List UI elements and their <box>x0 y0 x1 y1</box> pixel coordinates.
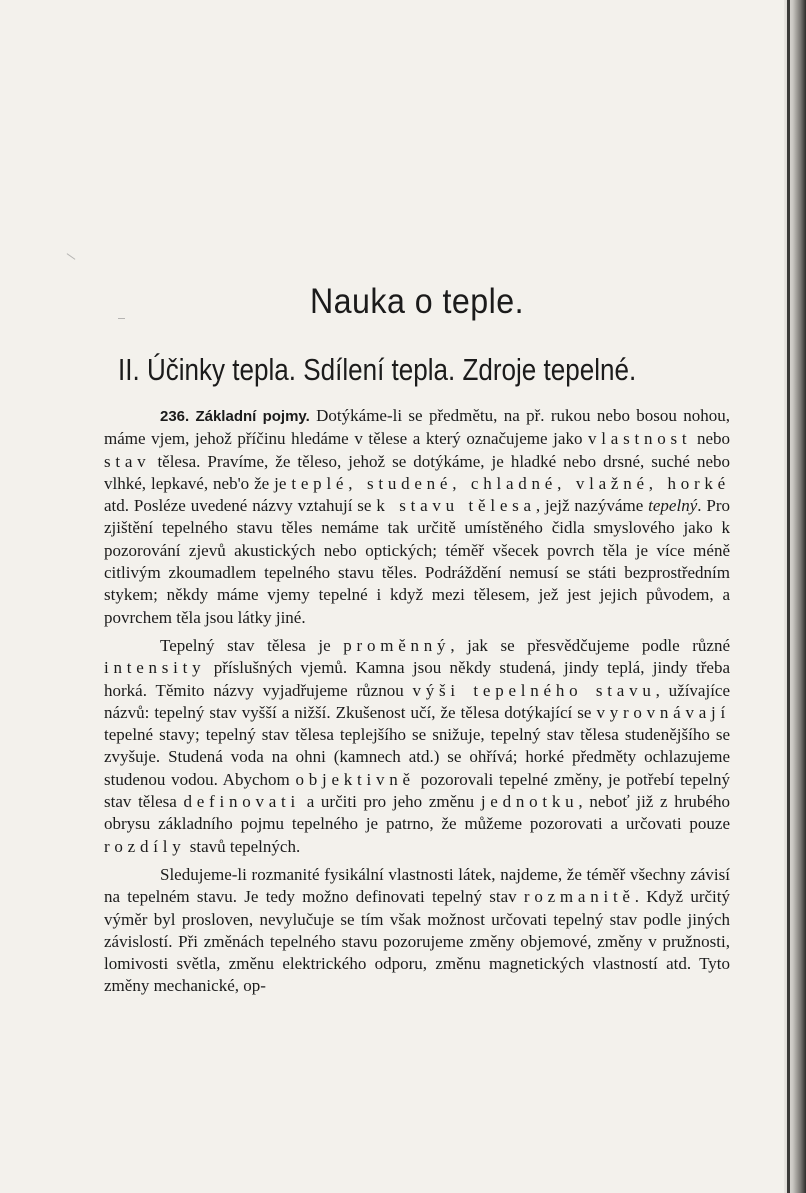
spaced-emphasis: k stavu tělesa <box>376 496 536 516</box>
spaced-emphasis: vyrovnávají <box>596 702 730 722</box>
text-run: , užívajíce názvů: tepelný stav vyšší a nižší. Zkušenost učí, že tělesa dotýkající se <box>104 680 731 722</box>
section-heading: II. Účinky tepla. Sdílení tepla. Zdroje tepelné. <box>118 352 637 387</box>
text-run: atd. Posléze uvedené názvy vztahují se <box>104 496 377 516</box>
spaced-emphasis: proměnný <box>343 635 451 655</box>
paper-speck <box>67 253 76 260</box>
text-run: tepelné stavy; tepelný stav tělesa teplejšího se snižuje, tepelný stav tělesa studenějšího se zvyšuje. Studená voda na ohni (kamnech atd.) se ohřívá; horké předměty ochlazujeme studenou vodou. Abychom <box>104 725 730 789</box>
paragraph <box>104 405 730 629</box>
spaced-emphasis: teplé, studené, chladné, vlažné, horké <box>291 473 730 493</box>
italic-term: tepelný <box>648 496 698 516</box>
text-run: , jejž nazýváme <box>535 496 649 516</box>
text-run: nebo <box>691 429 730 449</box>
text-run: Sledujeme-li rozmanité fysikální vlastnosti látek, najdeme, že téměř všechny závisí na tepelném stavu. Je tedy možno definovati tepelný stav <box>104 864 730 907</box>
spaced-emphasis: rozdíly <box>104 836 186 856</box>
spaced-emphasis: stav <box>104 451 151 471</box>
spaced-emphasis: intensity <box>104 658 206 678</box>
text-run: stavů tepelných. <box>185 836 301 856</box>
text-run: a určiti pro jeho změnu <box>300 792 481 812</box>
text-run: . Pro zjištění tepelného stavu těles nemáme tak určitě umístěného čidla smyslového jako k pozorování zjevů akustických nebo optických; téměř všecek povrch těla je více méně citlivým zkoumadlem tepelného stavu těles. Podráždění nemusí se státi bezprostředním stykem; někdy máme vjemy tepelné i když mezi tělesem, jež jest jejich původem, a povrchem těla jsou látky jiné. <box>104 496 730 627</box>
paragraph-number: 236. Základní pojmy. <box>160 408 310 425</box>
text-run: pozorovali tepelné změny, je potřebí tepelný stav tělesa <box>104 769 730 812</box>
text-run: Dotýkáme-li se předmětu, na př. rukou nebo bosou nohou, máme vjem, jehož příčinu hledáme v tělese a který označujeme jako <box>104 406 731 449</box>
text-run: , neboť již z hrubého obrysu základního pojmu tepelného je patrno, že můžeme pozorovati a určovati pouze <box>104 792 730 834</box>
page-title: Nauka o teple. <box>309 282 525 321</box>
text-run: tělesa. Pravíme, že těleso, jehož se dotýkáme, je hladké nebo drsné, suché nebo vlhké, lepkavé, neb'o že je <box>104 451 730 493</box>
text-run: Tepelný stav tělesa je <box>160 635 344 655</box>
text-run: . Když určitý výměr byl prosloven, nevylučuje se tím však možnost určovati tepelný stav podle jiných závislostí. Při změnách tepelného stavu pozorujeme změny objemové, změny v pružnosti, lomivosti světla, změnu elektrického odporu, změnu magnetických vlastností atd. Tyto změny mechanické, op- <box>104 887 730 996</box>
spaced-emphasis: objektivně <box>295 769 415 789</box>
paragraph <box>104 635 730 858</box>
spaced-emphasis: výši tepelného stavu <box>412 680 656 700</box>
text-run: příslušných vjemů. Kamna jsou někdy studená, jindy teplá, jindy třeba horká. Těmito názvy vyjadřujeme různou <box>104 658 730 700</box>
body-text <box>104 405 730 998</box>
spaced-emphasis: rozmanitě <box>523 887 635 907</box>
paragraph <box>104 864 730 998</box>
paper-speck <box>118 318 125 319</box>
spaced-emphasis: definovati <box>183 792 300 812</box>
text-run: , jak se přesvědčujeme podle různé <box>450 635 730 655</box>
spaced-emphasis: vlastnost <box>588 429 692 449</box>
spaced-emphasis: jednotku <box>480 792 579 812</box>
binding-edge-line <box>787 0 790 1193</box>
